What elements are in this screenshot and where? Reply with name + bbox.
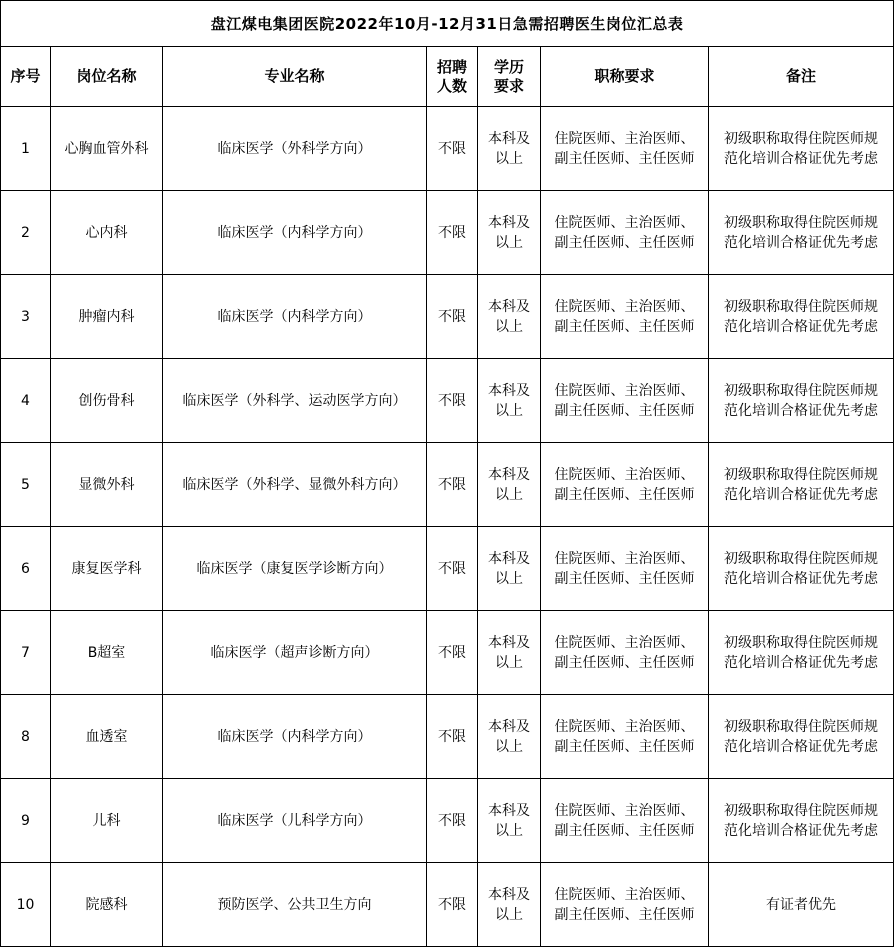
cell-title-line1: 住院医师、主治医师、 (554, 130, 695, 147)
cell-note-line1: 初级职称取得住院医师规 (724, 634, 879, 651)
cell-title-line1: 住院医师、主治医师、 (554, 634, 695, 651)
cell-title-req (541, 611, 709, 695)
cell-no: 9 (1, 779, 51, 863)
table-row (1, 107, 894, 191)
cell-title-line1: 住院医师、主治医师、 (554, 214, 695, 231)
cell-count: 不限 (427, 443, 478, 527)
cell-note-line2: 范化培训合格证优先考虑 (724, 738, 879, 755)
cell-title-req (541, 191, 709, 275)
cell-edu-line1: 本科及 (488, 466, 530, 483)
cell-count: 不限 (427, 695, 478, 779)
cell-title-req (541, 527, 709, 611)
cell-no: 3 (1, 275, 51, 359)
table-row (1, 359, 894, 443)
cell-title-line2: 副主任医师、主任医师 (554, 654, 695, 671)
cell-count: 不限 (427, 527, 478, 611)
cell-edu-line2: 以上 (495, 234, 523, 251)
header-note: 备注 (709, 47, 894, 107)
cell-note-line2: 范化培训合格证优先考虑 (724, 654, 879, 671)
cell-dept: B超室 (51, 611, 163, 695)
cell-edu-line1: 本科及 (488, 550, 530, 567)
cell-note (709, 359, 894, 443)
cell-note (709, 611, 894, 695)
cell-edu-line2: 以上 (495, 486, 523, 503)
cell-title-line2: 副主任医师、主任医师 (554, 906, 695, 923)
cell-note-line2: 范化培训合格证优先考虑 (724, 234, 879, 251)
cell-title-line1: 住院医师、主治医师、 (554, 550, 695, 567)
cell-count: 不限 (427, 107, 478, 191)
cell-dept: 显微外科 (51, 443, 163, 527)
cell-edu-line2: 以上 (495, 654, 523, 671)
table-row (1, 611, 894, 695)
table-row (1, 863, 894, 947)
cell-title-line1: 住院医师、主治医师、 (554, 298, 695, 315)
cell-title-line1: 住院医师、主治医师、 (554, 718, 695, 735)
cell-note-line1: 初级职称取得住院医师规 (724, 718, 879, 735)
cell-dept: 肿瘤内科 (51, 275, 163, 359)
table-body (1, 107, 894, 947)
cell-edu-line2: 以上 (495, 150, 523, 167)
cell-title-line2: 副主任医师、主任医师 (554, 234, 695, 251)
cell-note (709, 443, 894, 527)
cell-title-line2: 副主任医师、主任医师 (554, 570, 695, 587)
table-row (1, 695, 894, 779)
header-edu-line2: 要求 (493, 76, 524, 95)
cell-title-line1: 住院医师、主治医师、 (554, 466, 695, 483)
cell-edu-line1: 本科及 (488, 298, 530, 315)
cell-note-line1: 初级职称取得住院医师规 (724, 802, 879, 819)
cell-major: 临床医学（儿科学方向） (163, 779, 427, 863)
cell-title-req (541, 779, 709, 863)
cell-title-line1: 住院医师、主治医师、 (554, 802, 695, 819)
cell-title-line1: 住院医师、主治医师、 (554, 886, 695, 903)
table-row (1, 779, 894, 863)
cell-note (709, 695, 894, 779)
cell-no: 8 (1, 695, 51, 779)
cell-no: 5 (1, 443, 51, 527)
cell-no: 6 (1, 527, 51, 611)
cell-note-line1: 初级职称取得住院医师规 (724, 298, 879, 315)
table-row (1, 191, 894, 275)
cell-edu-line1: 本科及 (488, 382, 530, 399)
cell-edu (478, 527, 541, 611)
header-title-req: 职称要求 (541, 47, 709, 107)
cell-dept: 心胸血管外科 (51, 107, 163, 191)
cell-dept: 康复医学科 (51, 527, 163, 611)
header-dept: 岗位名称 (51, 47, 163, 107)
cell-no: 4 (1, 359, 51, 443)
cell-note-line2: 范化培训合格证优先考虑 (724, 318, 879, 335)
cell-title-line2: 副主任医师、主任医师 (554, 150, 695, 167)
cell-title-req (541, 695, 709, 779)
cell-note (709, 863, 894, 947)
header-count-line1: 招聘 (436, 57, 467, 76)
cell-major: 临床医学（超声诊断方向） (163, 611, 427, 695)
cell-title-line2: 副主任医师、主任医师 (554, 402, 695, 419)
cell-title-line2: 副主任医师、主任医师 (554, 318, 695, 335)
cell-major: 临床医学（内科学方向） (163, 191, 427, 275)
header-count-line2: 人数 (436, 76, 467, 95)
cell-title-line2: 副主任医师、主任医师 (554, 738, 695, 755)
cell-count: 不限 (427, 191, 478, 275)
cell-edu-line1: 本科及 (488, 718, 530, 735)
cell-note-line1: 初级职称取得住院医师规 (724, 130, 879, 147)
cell-edu-line2: 以上 (495, 822, 523, 839)
table-row (1, 443, 894, 527)
cell-edu-line1: 本科及 (488, 886, 530, 903)
cell-edu (478, 107, 541, 191)
cell-note (709, 527, 894, 611)
cell-edu (478, 191, 541, 275)
cell-edu-line2: 以上 (495, 570, 523, 587)
cell-dept: 院感科 (51, 863, 163, 947)
cell-edu (478, 695, 541, 779)
table-title: 盘江煤电集团医院2022年10月-12月31日急需招聘医生岗位汇总表 (1, 1, 894, 47)
table-row (1, 527, 894, 611)
cell-no: 7 (1, 611, 51, 695)
cell-major: 临床医学（内科学方向） (163, 275, 427, 359)
cell-count: 不限 (427, 611, 478, 695)
cell-edu (478, 275, 541, 359)
cell-note (709, 779, 894, 863)
cell-edu-line2: 以上 (495, 738, 523, 755)
cell-major: 预防医学、公共卫生方向 (163, 863, 427, 947)
cell-dept: 创伤骨科 (51, 359, 163, 443)
cell-no: 10 (1, 863, 51, 947)
header-no: 序号 (1, 47, 51, 107)
cell-count: 不限 (427, 359, 478, 443)
header-edu-line1: 学历 (493, 57, 524, 76)
cell-edu-line2: 以上 (495, 402, 523, 419)
cell-note-line2: 范化培训合格证优先考虑 (724, 570, 879, 587)
header-edu (478, 47, 541, 107)
cell-note-line2: 范化培训合格证优先考虑 (724, 486, 879, 503)
table-row (1, 275, 894, 359)
cell-major: 临床医学（外科学、运动医学方向） (163, 359, 427, 443)
cell-count: 不限 (427, 863, 478, 947)
cell-dept: 儿科 (51, 779, 163, 863)
cell-major: 临床医学（外科学、显微外科方向） (163, 443, 427, 527)
cell-note-line1: 初级职称取得住院医师规 (724, 550, 879, 567)
cell-edu-line1: 本科及 (488, 802, 530, 819)
header-major: 专业名称 (163, 47, 427, 107)
cell-note (709, 275, 894, 359)
cell-edu (478, 443, 541, 527)
cell-edu (478, 779, 541, 863)
cell-count: 不限 (427, 275, 478, 359)
cell-major: 临床医学（康复医学诊断方向） (163, 527, 427, 611)
cell-note-line1: 初级职称取得住院医师规 (724, 466, 879, 483)
cell-major: 临床医学（外科学方向） (163, 107, 427, 191)
cell-major: 临床医学（内科学方向） (163, 695, 427, 779)
cell-edu-line2: 以上 (495, 906, 523, 923)
cell-edu-line1: 本科及 (488, 214, 530, 231)
header-count (427, 47, 478, 107)
cell-title-line2: 副主任医师、主任医师 (554, 486, 695, 503)
cell-edu (478, 611, 541, 695)
cell-title-req (541, 443, 709, 527)
cell-note-line1: 有证者优先 (766, 896, 837, 913)
cell-note-line2: 范化培训合格证优先考虑 (724, 402, 879, 419)
cell-note (709, 107, 894, 191)
cell-title-line1: 住院医师、主治医师、 (554, 382, 695, 399)
cell-note-line2: 范化培训合格证优先考虑 (724, 150, 879, 167)
cell-edu (478, 359, 541, 443)
header-row (1, 47, 894, 107)
cell-edu-line2: 以上 (495, 318, 523, 335)
cell-note-line2: 范化培训合格证优先考虑 (724, 822, 879, 839)
cell-edu-line1: 本科及 (488, 634, 530, 651)
cell-title-req (541, 359, 709, 443)
cell-edu-line1: 本科及 (488, 130, 530, 147)
cell-dept: 心内科 (51, 191, 163, 275)
cell-note-line1: 初级职称取得住院医师规 (724, 214, 879, 231)
cell-title-req (541, 863, 709, 947)
cell-title-req (541, 275, 709, 359)
cell-title-req (541, 107, 709, 191)
cell-note-line1: 初级职称取得住院医师规 (724, 382, 879, 399)
cell-note (709, 191, 894, 275)
cell-count: 不限 (427, 779, 478, 863)
cell-dept: 血透室 (51, 695, 163, 779)
cell-edu (478, 863, 541, 947)
cell-title-line2: 副主任医师、主任医师 (554, 822, 695, 839)
cell-no: 2 (1, 191, 51, 275)
cell-no: 1 (1, 107, 51, 191)
